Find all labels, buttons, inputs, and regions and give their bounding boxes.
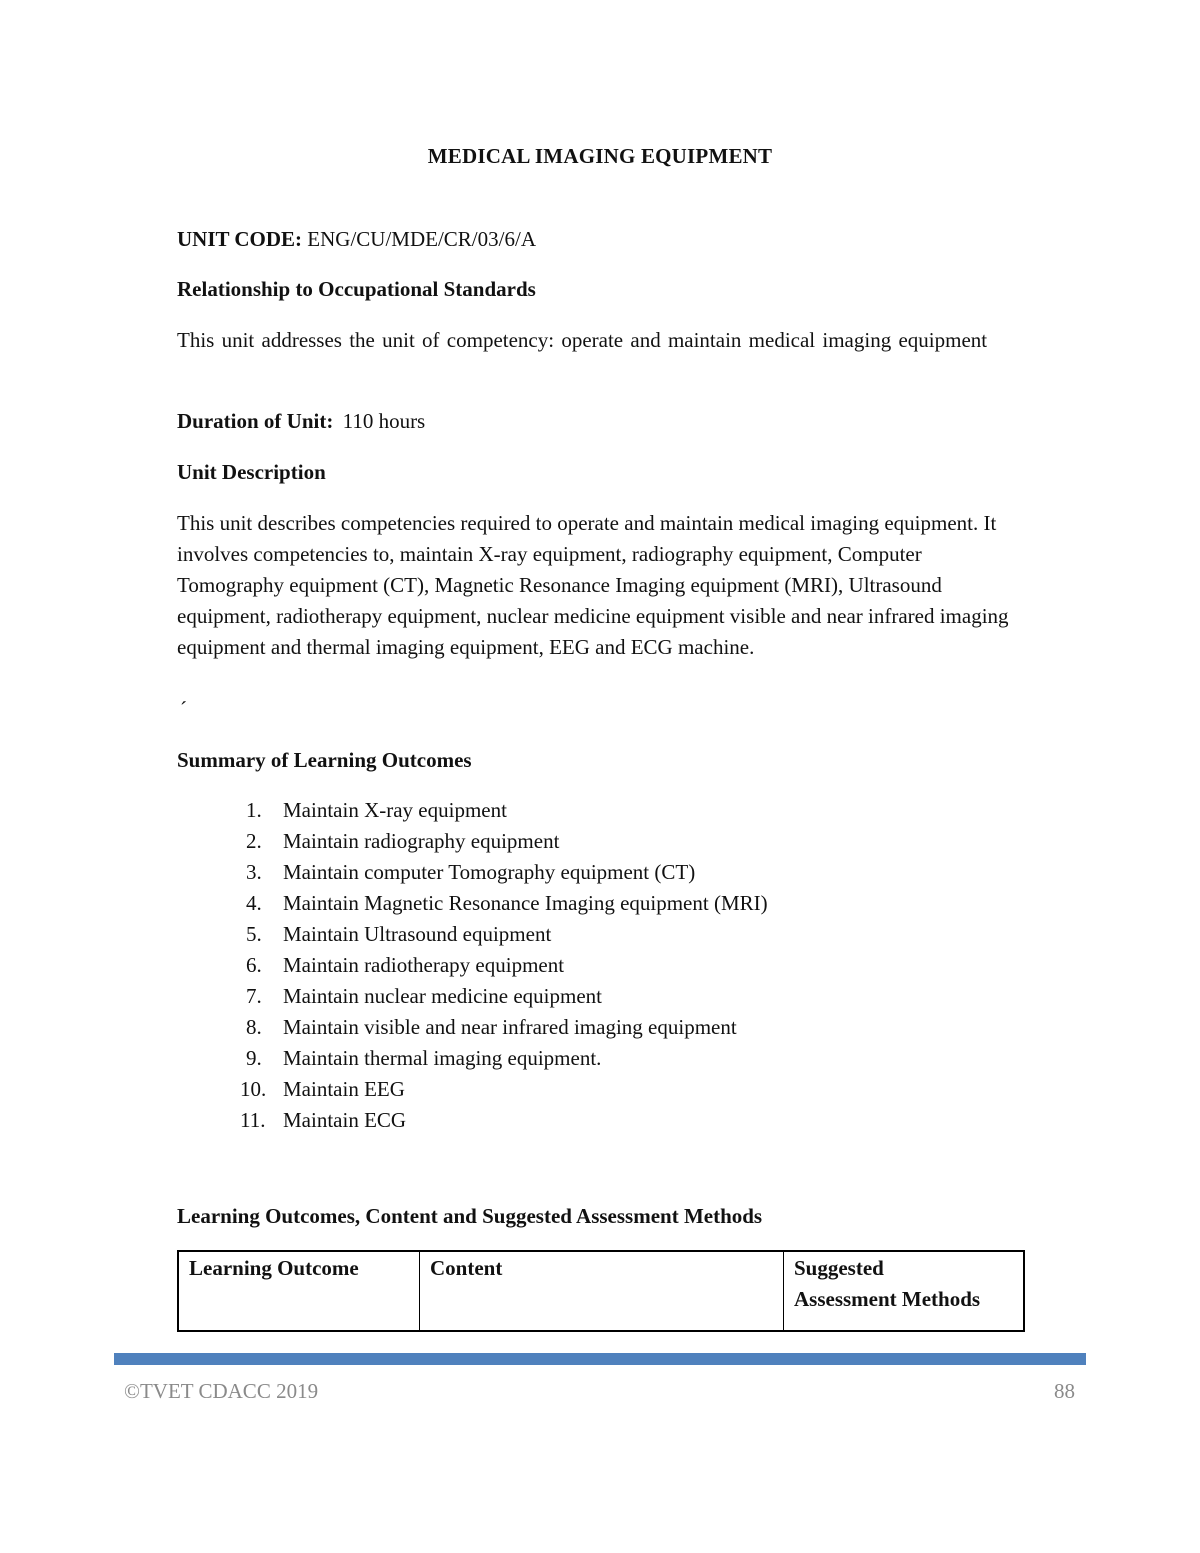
- item-text: Maintain X-ray equipment: [283, 798, 507, 822]
- item-text: Maintain radiotherapy equipment: [283, 953, 565, 977]
- list-item: [240, 857, 768, 888]
- table-heading: Learning Outcomes, Content and Suggested Assessment Methods: [177, 1204, 763, 1228]
- list-item: [240, 1043, 768, 1074]
- item-number: 11.: [240, 1108, 266, 1132]
- list-item: [240, 826, 768, 857]
- column-header-line: Suggested: [794, 1256, 884, 1280]
- unit-code-label: UNIT CODE:: [177, 227, 303, 251]
- item-number: 6.: [246, 953, 262, 977]
- page-number: 88: [1054, 1379, 1075, 1403]
- list-item: [240, 888, 768, 919]
- item-text: Maintain nuclear medicine equipment: [283, 984, 602, 1008]
- item-text: Maintain computer Tomography equipment (CT): [283, 860, 696, 884]
- list-item: [240, 981, 768, 1012]
- page-title: MEDICAL IMAGING EQUIPMENT: [427, 144, 773, 168]
- item-text: Maintain radiography equipment: [283, 829, 560, 853]
- column-header-content: Content: [420, 1251, 784, 1331]
- column-header-assessment-methods: [784, 1251, 1025, 1331]
- item-text: Maintain ECG: [283, 1108, 407, 1132]
- item-text: Maintain EEG: [283, 1077, 405, 1101]
- learning-outcomes-table: [177, 1250, 1025, 1332]
- relationship-text: This unit addresses the unit of competency: operate and maintain medical imaging equipment: [177, 328, 988, 352]
- learning-outcomes-list: [240, 795, 768, 1136]
- list-item: [240, 1074, 768, 1105]
- item-number: 9.: [246, 1046, 262, 1070]
- duration-value: 110 hours: [342, 409, 426, 433]
- table-header-row: [178, 1251, 1024, 1331]
- item-number: 10.: [240, 1077, 267, 1101]
- list-item: [240, 1105, 768, 1136]
- item-number: 2.: [246, 829, 262, 853]
- item-number: 5.: [246, 922, 262, 946]
- unit-code-line: [177, 224, 1024, 255]
- item-number: 1.: [246, 798, 262, 822]
- unit-code-value: ENG/CU/MDE/CR/03/6/A: [307, 227, 536, 251]
- description-heading: Unit Description: [177, 460, 326, 484]
- item-text: Maintain Magnetic Resonance Imaging equipment (MRI): [283, 891, 768, 915]
- list-item: [240, 1012, 768, 1043]
- item-number: 3.: [246, 860, 262, 884]
- item-number: 7.: [246, 984, 262, 1008]
- summary-heading: Summary of Learning Outcomes: [177, 748, 472, 772]
- duration-line: [177, 406, 1024, 437]
- column-header-learning-outcome: Learning Outcome: [178, 1251, 420, 1331]
- item-text: Maintain Ultrasound equipment: [283, 922, 552, 946]
- item-text: Maintain visible and near infrared imaging equipment: [283, 1015, 737, 1039]
- description-text: This unit describes competencies required to operate and maintain medical imaging equipment. It involves competencies to, maintain X-ray equipment, radiography equipment, Computer Tomography equipment (CT), Magnetic Resonance Imaging equipment (MRI), Ultrasound equipment, radiotherapy equipment, nuclear medicine equipment visible and near infrared imaging equipment and thermal imaging equipment, EEG and ECG machine.: [177, 511, 1009, 659]
- item-text: Maintain thermal imaging equipment.: [283, 1046, 602, 1070]
- footer-copyright: ©TVET CDACC 2019: [124, 1379, 319, 1403]
- footer-rule: [114, 1353, 1086, 1365]
- list-item: [240, 795, 768, 826]
- item-number: 8.: [246, 1015, 262, 1039]
- item-number: 4.: [246, 891, 262, 915]
- column-header-line: Assessment Methods: [794, 1287, 981, 1311]
- stray-mark: ´: [180, 697, 187, 721]
- list-item: [240, 950, 768, 981]
- list-item: [240, 919, 768, 950]
- relationship-heading: Relationship to Occupational Standards: [177, 277, 536, 301]
- duration-label: Duration of Unit:: [177, 409, 334, 433]
